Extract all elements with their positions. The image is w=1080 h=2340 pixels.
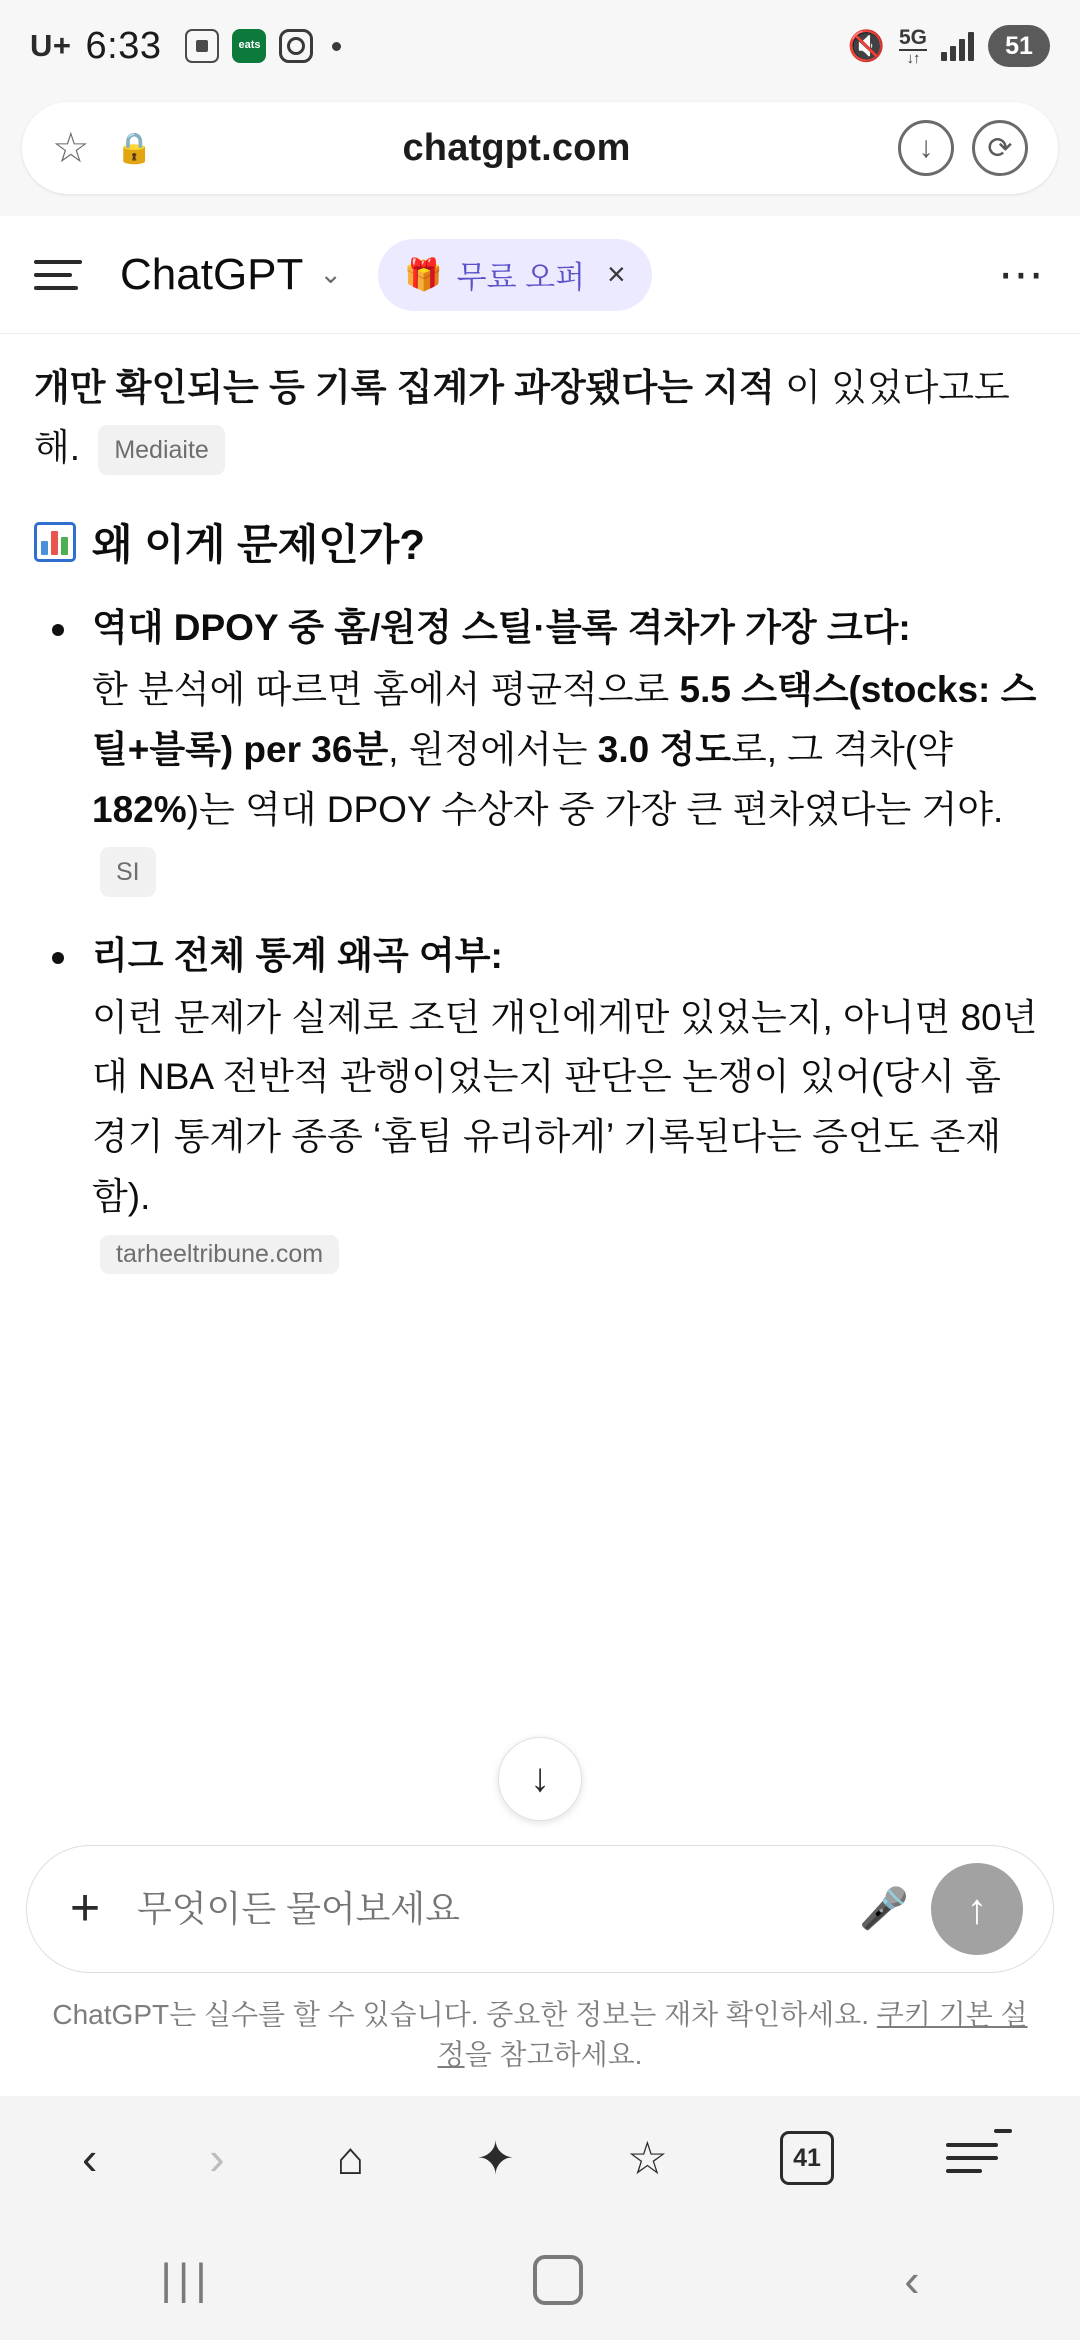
more-options-icon[interactable]: ⋯ bbox=[998, 248, 1046, 301]
bar-chart-icon bbox=[34, 522, 76, 562]
paragraph-text: 이 있었다고도 해. bbox=[34, 367, 1010, 468]
citation-chip-wrap bbox=[92, 1235, 1046, 1274]
url-bar[interactable] bbox=[22, 102, 1058, 194]
citation-chip[interactable]: SI bbox=[100, 847, 156, 898]
browser-back-icon[interactable]: ‹ bbox=[81, 2132, 98, 2184]
free-offer-badge[interactable] bbox=[378, 239, 652, 311]
close-icon[interactable]: × bbox=[607, 256, 626, 292]
cookie-settings-link[interactable]: 쿠키 기본 설정 bbox=[437, 1998, 1028, 2071]
back-button[interactable]: ‹ bbox=[904, 2254, 920, 2306]
browser-forward-icon[interactable]: › bbox=[209, 2132, 225, 2184]
list-item bbox=[34, 598, 1046, 900]
body-text-2: , 원정에서는 bbox=[388, 728, 598, 770]
lock-icon: 🔒 bbox=[115, 131, 154, 165]
browser-url-bar-area bbox=[0, 92, 1080, 216]
more-dot-icon bbox=[332, 42, 341, 51]
reload-icon[interactable]: ⟳ bbox=[972, 120, 1028, 176]
section-heading bbox=[34, 512, 1046, 572]
app-header bbox=[0, 216, 1080, 334]
free-offer-label: 무료 오퍼 bbox=[456, 260, 586, 295]
signal-bars-icon bbox=[941, 31, 974, 61]
list-item bbox=[34, 926, 1046, 1275]
message-paragraph bbox=[34, 358, 1046, 478]
chevron-down-icon[interactable]: ⌄ bbox=[319, 259, 343, 289]
mute-icon: 🔇 bbox=[847, 29, 885, 63]
disclaimer-part-2: 을 참고하세요. bbox=[464, 2039, 643, 2071]
browser-bookmarks-icon[interactable]: ☆ bbox=[626, 2132, 669, 2184]
conversation-content[interactable] bbox=[0, 334, 1080, 1845]
send-button[interactable]: ↑ bbox=[931, 1863, 1023, 1955]
home-button[interactable] bbox=[533, 2255, 583, 2305]
message-input[interactable] bbox=[135, 1887, 859, 1931]
menu-notification-badge bbox=[994, 2129, 1012, 2133]
carrier-label: U+ bbox=[30, 28, 72, 63]
download-icon[interactable]: ↓ bbox=[898, 120, 954, 176]
gift-icon: 🎁 bbox=[404, 257, 443, 292]
recents-button[interactable]: ||| bbox=[160, 2255, 213, 2304]
status-bar bbox=[0, 0, 1080, 92]
battery-indicator: 51 bbox=[988, 25, 1050, 67]
list-item-body: 이런 문제가 실제로 조던 개인에게만 있었는지, 아니면 80년대 NBA 전반적 관행이었는지 판단은 논쟁이 있어(당시 홈 경기 통계가 종종 ‘홈팀 유리하게’ 기록된다는 증언도 존재함). bbox=[92, 996, 1038, 1218]
url-text[interactable]: chatgpt.com bbox=[402, 126, 631, 169]
body-bold-3: 182% bbox=[92, 788, 187, 830]
scroll-to-bottom-button[interactable]: ↓ bbox=[498, 1737, 582, 1821]
add-attachment-icon[interactable]: + bbox=[69, 1879, 101, 1938]
browser-menu-icon[interactable] bbox=[946, 2143, 998, 2173]
browser-bottom-bar bbox=[0, 2096, 1080, 2220]
instagram-icon bbox=[279, 29, 313, 63]
paragraph-bold-text: 개만 확인되는 등 기록 집계가 과장됐다는 지적 bbox=[34, 367, 775, 408]
android-navigation-bar bbox=[0, 2220, 1080, 2340]
disclaimer-text bbox=[0, 1973, 1080, 2096]
citation-chip[interactable]: Mediaite bbox=[98, 425, 225, 476]
status-notification-icons bbox=[185, 29, 341, 63]
list-item-heading: 역대 DPOY 중 홈/원정 스틸·블록 격차가 가장 크다: bbox=[92, 606, 911, 648]
hamburger-icon[interactable] bbox=[34, 260, 82, 290]
body-bold-2: 3.0 정도 bbox=[597, 728, 731, 770]
composer-area bbox=[0, 1845, 1080, 1973]
list-item-body bbox=[92, 660, 1046, 900]
disclaimer-part-1: ChatGPT는 실수를 할 수 있습니다. 중요한 정보는 재차 확인하세요. bbox=[52, 1998, 877, 2030]
citation-chip[interactable]: tarheeltribune.com bbox=[100, 1235, 339, 1274]
page-title[interactable]: ChatGPT bbox=[120, 249, 304, 299]
browser-tabs-button[interactable]: 41 bbox=[780, 2131, 834, 2185]
body-text-1: 한 분석에 따르면 홈에서 평균적으로 bbox=[92, 668, 680, 710]
body-bold-1: 5.5 스택스(stocks: 스틸+블록) per 36분 bbox=[92, 668, 1037, 770]
network-type-icon: 5G ↓↑ bbox=[898, 25, 927, 67]
body-text-4: )는 역대 DPOY 수상자 중 가장 큰 편차였다는 거야. bbox=[186, 788, 1004, 830]
composer[interactable] bbox=[26, 1845, 1054, 1973]
status-bar-left bbox=[30, 25, 341, 68]
bullet-list bbox=[34, 598, 1046, 1274]
body-text-3: 로, 그 격차(약 bbox=[730, 728, 953, 770]
section-heading-text: 왜 이게 문제인가? bbox=[92, 520, 425, 568]
bookmark-star-icon[interactable]: ☆ bbox=[52, 124, 90, 171]
status-clock: 6:33 bbox=[85, 24, 162, 67]
browser-ai-sparkle-icon[interactable]: ✦ bbox=[476, 2132, 515, 2184]
microphone-icon[interactable]: 🎤 bbox=[859, 1887, 909, 1932]
browser-home-icon[interactable]: ⌂ bbox=[336, 2132, 365, 2184]
list-item-heading: 리그 전체 통계 왜곡 여부: bbox=[92, 934, 503, 976]
mango-eats-icon: eats bbox=[232, 29, 266, 63]
status-bar-right bbox=[848, 25, 1050, 67]
cast-icon bbox=[185, 29, 219, 63]
